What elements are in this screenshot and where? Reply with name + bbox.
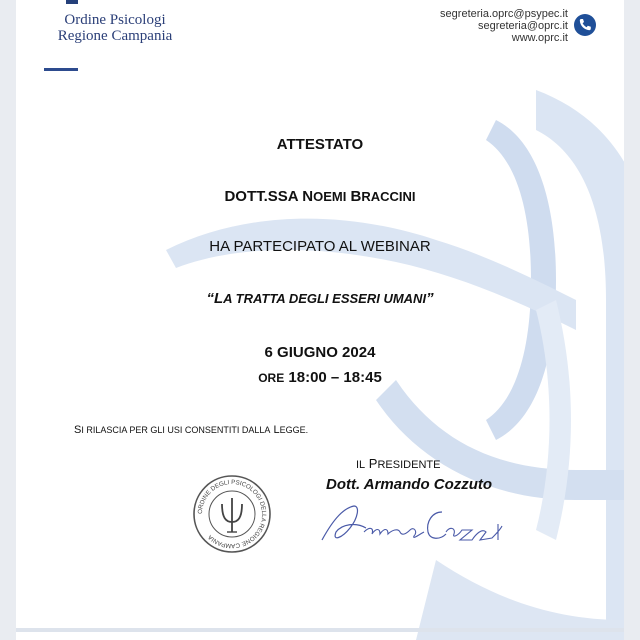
release-note: SI RILASCIA PER GLI USI CONSENTITI DALLA LEGGE. <box>74 424 309 436</box>
org-line1: Ordine Psicologi <box>64 12 166 28</box>
logo-mark <box>66 0 78 4</box>
org-name <box>40 12 190 44</box>
certificate-title: ATTESTATO <box>276 136 364 153</box>
president-name: Dott. Armando Cozzuto <box>326 476 493 493</box>
svg-text:ORDINE DEGLI PSICOLOGI DELLA R: ORDINE DEGLI PSICOLOGI DELLA REGIONE CAMPANIA <box>196 478 268 550</box>
psi-seal-icon <box>192 474 272 554</box>
participation-text: HA PARTECIPATO AL WEBINAR <box>209 238 431 255</box>
recipient-name: DOTT.SSA NOEMI BRACCINI <box>224 188 416 205</box>
header-divider <box>44 68 78 71</box>
contact-website: www.oprc.it <box>511 32 568 44</box>
org-line2: Regione Campania <box>57 28 173 44</box>
contact-pec: segreteria.oprc@psypec.it <box>440 8 568 20</box>
webinar-date: 6 GIUGNO 2024 <box>264 344 376 361</box>
contact-email: segreteria@oprc.it <box>477 20 568 32</box>
phone-icon <box>574 14 596 36</box>
contact-block <box>440 8 568 44</box>
bottom-divider <box>16 628 624 632</box>
webinar-time: ORE 18:00 – 18:45 <box>258 369 382 386</box>
certificate-page <box>16 0 624 640</box>
president-role: IL PRESIDENTE <box>356 456 441 471</box>
webinar-title: “LA TRATTA DEGLI ESSERI UMANI” <box>206 290 434 307</box>
handwritten-signature-icon <box>314 498 514 550</box>
